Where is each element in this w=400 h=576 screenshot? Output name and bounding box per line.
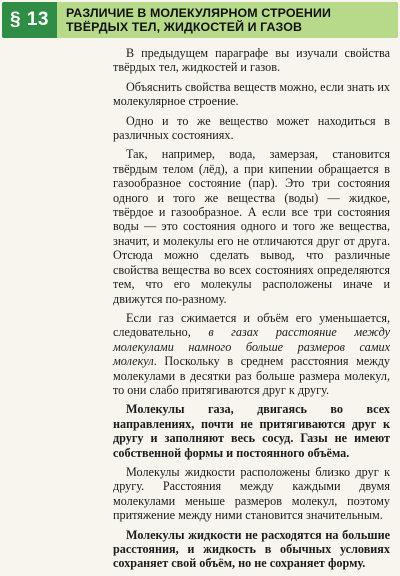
paragraph-5-text-end: . Поскольку в среднем расстояния между молекулами в десятки раз больше размера молекул, то они слабо притягиваются друг к другу. <box>113 354 390 397</box>
paragraph-1: В предыдущем параграфе вы изучали свойства твёрдых тел, жидкостей и газов. <box>113 46 390 75</box>
paragraph-7: Молекулы жидкости расположены близко друг к другу. Расстояния между каждыми двумя молекулами меньше размеров молекул, поэтому притяжение между ними становится значительным. <box>113 464 390 523</box>
section-header <box>2 2 398 38</box>
paragraph-5-text-start: Если газ сжимается и объём его уменьшается, следовательно, <box>113 310 390 340</box>
section-body-text <box>113 46 390 576</box>
paragraph-8-liquid-summary: Молекулы жидкости не расходятся на большие расстояния, и жидкость в обычных условиях сохраняет свой объём, но не сохраняет форму. <box>113 527 390 571</box>
paragraph-2: Объяснить свойства веществ можно, если знать их молекулярное строение. <box>113 79 390 109</box>
paragraph-6-gas-summary: Молекулы газа, двигаясь во всех направлениях, почти не притягиваются друг к другу и заполняют весь сосуд. Газы не имеют собственной формы и постоянного объёма. <box>113 402 390 460</box>
section-title <box>66 6 396 34</box>
paragraph-4: Так, например, вода, замерзая, становится твёрдым телом (лёд), а при кипении обращается в газообразное состояние (пар). Это три состояния одного и того же вещества (воды) — жидкое, твёрдое и газообразное. А если все три состояния воды — это состояния одного и того же вещества, значит, и молекулы его не отличаются друг от друга. Отсюда можно сделать вывод, что различные свойства вещества во всех состояниях определяются тем, что его молекулы расположены иначе и движутся по-разному. <box>113 147 390 306</box>
section-title-line-2: ТВЁРДЫХ ТЕЛ, ЖИДКОСТЕЙ И ГАЗОВ <box>66 20 303 34</box>
paragraph-5-italic-statement: в газах расстояние между молекулами намного больше размеров самих молекул <box>113 325 390 369</box>
paragraph-3: Одно и то же вещество может находиться в различных состояниях. <box>113 113 390 143</box>
section-number-badge: § 13 <box>2 2 57 38</box>
paragraph-5 <box>113 311 390 397</box>
section-title-line-1: РАЗЛИЧИЕ В МОЛЕКУЛЯРНОМ СТРОЕНИИ <box>66 6 331 20</box>
